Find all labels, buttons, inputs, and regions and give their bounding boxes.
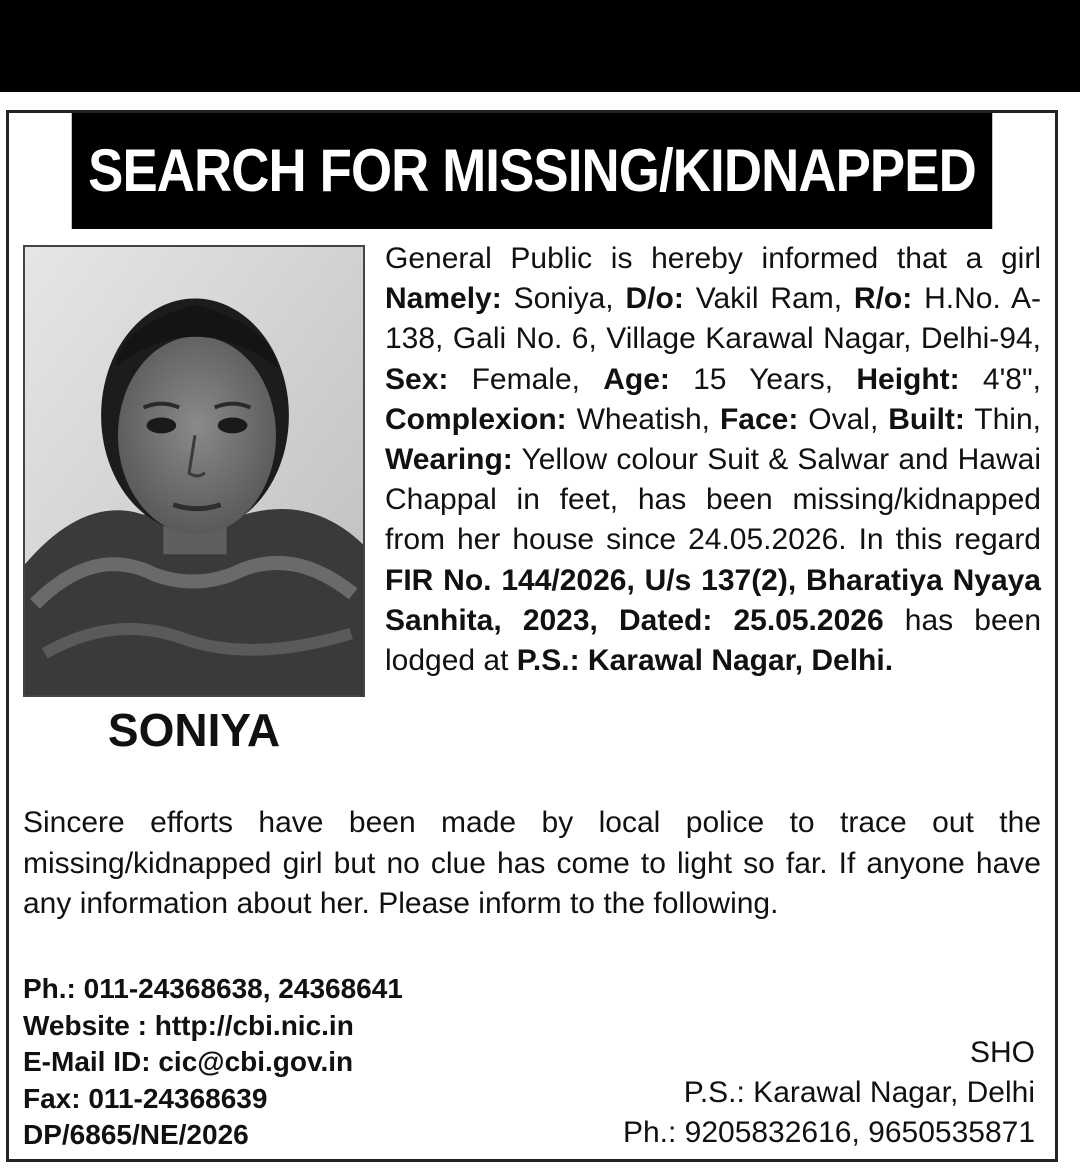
intro-label: FIR No. 144/2026, U/s 137(2), Bharatiya Nyaya Sanhita, 2023, Dated: 25.05.2026	[385, 563, 1041, 637]
top-black-bar	[0, 0, 1080, 92]
missing-person-notice	[6, 110, 1058, 1162]
missing-person-photo	[23, 245, 365, 697]
intro-label: D/o:	[625, 282, 684, 316]
intro-text: Female,	[448, 362, 604, 396]
intro-text: 15 Years,	[669, 362, 857, 396]
photo-caption-name: SONIYA	[107, 704, 281, 756]
intro-label: Height:	[856, 362, 960, 396]
notice-headline: SEARCH FOR MISSING/KIDNAPPED	[72, 113, 992, 229]
notice-intro-paragraph	[385, 239, 1041, 681]
intro-text: Yellow colour Suit & Salwar and Hawai Chappal in feet, has been missing/kidnapped from her house since 24.05.2026. In this regard	[385, 443, 1041, 557]
sho-title: SHO	[969, 1036, 1035, 1069]
sho-signature-block	[475, 1033, 1035, 1153]
intro-label: Namely:	[385, 282, 502, 316]
intro-label: Built:	[888, 402, 965, 436]
sho-police-station: P.S.: Karawal Nagar, Delhi	[683, 1076, 1035, 1109]
intro-text: Oval,	[798, 402, 889, 436]
intro-label: R/o:	[853, 282, 913, 316]
intro-text: Vakil Ram,	[683, 282, 854, 316]
contact-phone: Ph.: 011-24368638, 24368641	[23, 973, 403, 1004]
sho-phone: Ph.: 9205832616, 9650535871	[622, 1116, 1035, 1149]
intro-label: P.S.: Karawal Nagar, Delhi.	[516, 644, 894, 678]
contact-website: Website : http://cbi.nic.in	[23, 1009, 354, 1041]
intro-label: Sex:	[385, 362, 449, 396]
intro-text: Thin,	[964, 402, 1041, 436]
police-efforts-paragraph: Sincere efforts have been made by local police to trace out the missing/kidnapped girl but no clue has come to light so far. If anyone have any information about her. Please inform to the following.	[23, 806, 1041, 920]
contact-email: E-Mail ID: cic@cbi.gov.in	[23, 1046, 354, 1077]
intro-text: 4'8",	[959, 362, 1041, 396]
intro-text: General Public is hereby informed that a girl	[385, 242, 1041, 275]
intro-label: Face:	[719, 402, 799, 436]
portrait-image	[25, 247, 363, 695]
intro-text: Wheatish,	[566, 402, 720, 436]
notice-reference-number: DP/6865/NE/2026	[23, 1119, 249, 1150]
intro-text: Soniya,	[501, 282, 626, 316]
intro-text: has been lodged at	[385, 603, 1041, 678]
contact-fax: Fax: 011-24368639	[23, 1082, 268, 1114]
intro-label: Age:	[603, 362, 670, 396]
intro-label: Complexion:	[385, 402, 567, 436]
intro-text: H.No. A-138, Gali No. 6, Village Karawal Nagar, Delhi-94,	[385, 282, 1042, 356]
intro-label: Wearing:	[385, 443, 513, 477]
